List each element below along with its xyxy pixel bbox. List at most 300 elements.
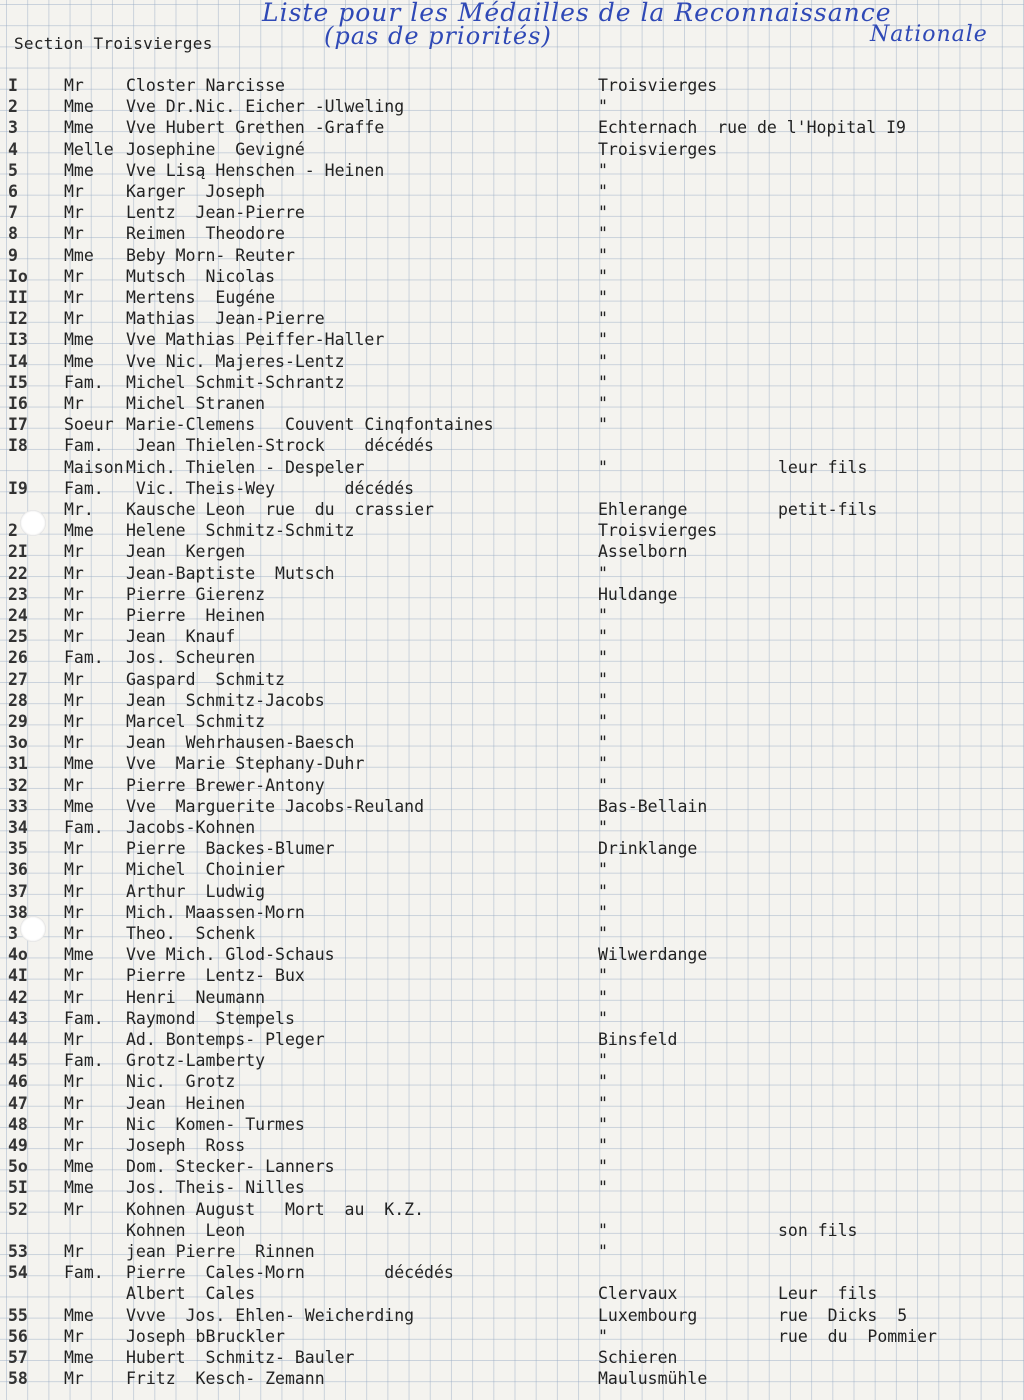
row-place: Wilwerdange <box>598 945 708 965</box>
list-item <box>0 521 1024 543</box>
row-title: Mme <box>64 1157 94 1177</box>
list-item <box>0 818 1024 840</box>
row-name: Pierre Heinen <box>126 606 266 625</box>
row-number: I4 <box>8 351 28 371</box>
row-number: 3 <box>8 924 18 943</box>
row-number: 54 <box>8 1263 28 1283</box>
row-number: 35 <box>8 839 28 859</box>
list-item <box>0 118 1024 140</box>
row-name: Michel Choinier <box>126 860 285 880</box>
row-number: 3o <box>8 733 28 753</box>
row-name: Jean Schmitz-Jacobs <box>126 690 325 710</box>
row-place: Ehlerange <box>598 500 688 519</box>
row-place: " <box>598 775 608 795</box>
row-title: Fam. <box>64 436 104 456</box>
row-title: Mme <box>64 245 94 265</box>
row-number: 24 <box>8 606 28 625</box>
row-name: Jean Knauf <box>126 627 236 647</box>
row-name: Mertens Eugéne <box>126 288 276 307</box>
row-number: I9 <box>8 478 28 498</box>
row-title: Fam. <box>64 372 104 392</box>
list-item <box>0 246 1024 268</box>
row-number: 6 <box>8 182 18 201</box>
list-item <box>0 1369 1024 1391</box>
row-title: Mr <box>64 627 84 647</box>
row-place: " <box>598 457 608 477</box>
list-item <box>0 903 1024 925</box>
row-place: " <box>598 372 608 392</box>
row-title: Mme <box>64 1348 94 1367</box>
row-place: " <box>598 606 608 625</box>
row-name: Kausche Leon rue du crassier <box>126 500 434 519</box>
list-item <box>0 373 1024 395</box>
row-name: jean Pierre Rinnen <box>126 1242 315 1261</box>
row-note: rue du Pommier <box>778 1326 937 1346</box>
row-name: Pierre Lentz- Bux <box>126 966 305 986</box>
row-name: Arthur Ludwig <box>126 881 266 901</box>
list-item <box>0 436 1024 458</box>
row-title: Mr <box>64 1136 84 1155</box>
row-title: Mr <box>64 1093 84 1113</box>
row-name: Jean-Baptiste Mutsch <box>126 563 335 583</box>
row-title: Mme <box>64 330 94 350</box>
row-note: son fils <box>778 1220 858 1240</box>
list-item <box>0 1221 1024 1243</box>
row-place: " <box>598 627 608 647</box>
row-name: Mich. Maassen-Morn <box>126 902 305 922</box>
list-item <box>0 860 1024 882</box>
row-place: " <box>598 733 608 753</box>
row-name: Reimen Theodore <box>126 224 285 244</box>
row-number: I6 <box>8 394 28 413</box>
row-number: 5o <box>8 1157 28 1177</box>
row-number: 8 <box>8 224 18 244</box>
list-item <box>0 415 1024 437</box>
row-title: Maison <box>64 457 124 477</box>
row-number: 3 <box>8 118 18 138</box>
row-place: " <box>598 351 608 371</box>
list-item <box>0 1094 1024 1116</box>
row-place: " <box>598 288 608 307</box>
row-name: Vve Marguerite Jacobs-Reuland <box>126 796 425 816</box>
list-item <box>0 966 1024 988</box>
row-title: Mr <box>64 1242 84 1261</box>
row-number: 23 <box>8 584 28 604</box>
row-place: " <box>598 266 608 286</box>
row-place: " <box>598 669 608 689</box>
row-place: " <box>598 860 608 880</box>
list-item <box>0 1051 1024 1073</box>
row-note: petit-fils <box>778 500 878 519</box>
row-name: Karger Joseph <box>126 182 266 201</box>
row-number: I <box>8 76 18 95</box>
row-number: 2I <box>8 542 28 562</box>
row-place: Maulusmühle <box>598 1369 708 1389</box>
list-item <box>0 585 1024 607</box>
row-number: 58 <box>8 1369 28 1389</box>
row-name: Vic. Theis-Wey décédés <box>126 478 415 498</box>
row-place: " <box>598 966 608 986</box>
list-item <box>0 97 1024 119</box>
row-name: Jean Kergen <box>126 542 246 562</box>
row-name: Jean Wehrhausen-Baesch <box>126 733 355 753</box>
row-title: Fam. <box>64 1263 104 1283</box>
row-number: 4 <box>8 139 18 159</box>
row-title: Mr <box>64 881 84 901</box>
row-number: 36 <box>8 860 28 880</box>
list-item <box>0 1306 1024 1328</box>
row-place: Drinklange <box>598 839 698 859</box>
handwritten-nationale: Nationale <box>870 22 988 47</box>
row-title: Mr <box>64 669 84 689</box>
list-item <box>0 924 1024 946</box>
list-item <box>0 182 1024 204</box>
row-number: I8 <box>8 436 28 456</box>
section-label: Section Troisvierges <box>14 34 213 53</box>
row-place: Schieren <box>598 1348 678 1367</box>
row-name: Mutsch Nicolas <box>126 266 276 286</box>
row-number: 47 <box>8 1093 28 1113</box>
row-title: Mr <box>64 224 84 244</box>
list-item <box>0 140 1024 162</box>
row-title: Mr <box>64 1369 84 1389</box>
row-name: Raymond Stempels <box>126 1008 295 1028</box>
list-item <box>0 1136 1024 1158</box>
row-note: Leur fils <box>778 1284 878 1304</box>
row-number: 4I <box>8 966 28 986</box>
row-number: 5I <box>8 1178 28 1198</box>
list-item <box>0 1284 1024 1306</box>
row-name: Pierre Cales-Morn décédés <box>126 1263 454 1283</box>
row-place: " <box>598 712 608 731</box>
row-place: Huldange <box>598 584 678 604</box>
row-number: I2 <box>8 309 28 329</box>
row-number: 48 <box>8 1114 28 1134</box>
row-name: Kohnen Leon <box>126 1220 246 1240</box>
list-item <box>0 542 1024 564</box>
row-name: Ad. Bontemps- Pleger <box>126 1030 325 1049</box>
row-title: Mme <box>64 754 94 774</box>
row-number: 46 <box>8 1072 28 1092</box>
row-place: " <box>598 754 608 774</box>
list-item <box>0 352 1024 374</box>
row-title: Mme <box>64 1305 94 1325</box>
row-place: " <box>598 203 608 223</box>
row-name: Nic. Grotz <box>126 1072 236 1092</box>
list-item <box>0 288 1024 310</box>
row-title: Fam. <box>64 818 104 837</box>
row-name: Jean Thielen-Strock décédés <box>126 436 434 456</box>
row-title: Mme <box>64 118 94 138</box>
row-name: Pierre Brewer-Antony <box>126 775 325 795</box>
row-name: Theo. Schenk <box>126 924 256 943</box>
row-place: Bas-Bellain <box>598 796 708 816</box>
row-number: I3 <box>8 330 28 350</box>
row-title: Mme <box>64 351 94 371</box>
medal-list <box>0 76 1024 1400</box>
row-place: " <box>598 1051 608 1071</box>
row-number: 37 <box>8 881 28 901</box>
row-name: Albert Cales <box>126 1284 256 1304</box>
list-item <box>0 882 1024 904</box>
row-place: " <box>598 987 608 1007</box>
row-name: Jos. Scheuren <box>126 648 256 668</box>
row-name: Vve Dr.Nic. Eicher -Ulweling <box>126 97 405 117</box>
row-title: Soeur <box>64 415 114 435</box>
row-place: " <box>598 1220 608 1240</box>
row-title: Mme <box>64 945 94 965</box>
row-place: " <box>598 648 608 668</box>
row-number: 57 <box>8 1348 28 1367</box>
row-place: Luxembourg <box>598 1305 698 1325</box>
row-title: Mr <box>64 1114 84 1134</box>
row-name: Joseph Ross <box>126 1136 246 1155</box>
row-place: " <box>598 563 608 583</box>
row-name: Nic Komen- Turmes <box>126 1114 305 1134</box>
row-title: Mr <box>64 182 84 201</box>
row-title: Fam. <box>64 648 104 668</box>
row-name: Jos. Theis- Nilles <box>126 1178 305 1198</box>
list-item <box>0 564 1024 586</box>
list-item <box>0 1327 1024 1349</box>
row-number: 9 <box>8 245 18 265</box>
row-title: Mr <box>64 987 84 1007</box>
row-name: Henri Neumann <box>126 987 266 1007</box>
row-name: Fritz Kesch- Zemann <box>126 1369 325 1389</box>
row-name: Vve Lisą Henschen - Heinen <box>126 160 385 180</box>
row-number: I5 <box>8 372 28 392</box>
row-place: " <box>598 902 608 922</box>
row-name: Beby Morn- Reuter <box>126 245 295 265</box>
row-number: II <box>8 288 28 307</box>
row-title: Mr <box>64 542 84 562</box>
row-name: Dom. Stecker- Lanners <box>126 1157 335 1177</box>
list-item <box>0 627 1024 649</box>
row-place: Binsfeld <box>598 1030 678 1049</box>
row-number: 5 <box>8 160 18 180</box>
row-number: 26 <box>8 648 28 668</box>
row-place: " <box>598 924 608 943</box>
row-title: Mr <box>64 924 84 943</box>
row-title: Mr <box>64 563 84 583</box>
row-number: 55 <box>8 1305 28 1325</box>
row-name: Marcel Schmitz <box>126 712 266 731</box>
row-name: Jacobs-Kohnen <box>126 818 256 837</box>
row-number: 31 <box>8 754 28 774</box>
row-title: Mr <box>64 309 84 329</box>
row-place: " <box>598 415 608 435</box>
row-place: " <box>598 245 608 265</box>
list-item <box>0 1263 1024 1285</box>
row-name: Marie-Clemens Couvent Cinqfontaines <box>126 415 494 435</box>
row-title: Mr <box>64 1326 84 1346</box>
row-number: I7 <box>8 415 28 435</box>
row-number: 28 <box>8 690 28 710</box>
row-number: 45 <box>8 1051 28 1071</box>
list-item <box>0 1242 1024 1264</box>
list-item <box>0 224 1024 246</box>
row-title: Mr <box>64 606 84 625</box>
list-item <box>0 267 1024 289</box>
handwritten-title: Liste pour les Médailles de la Reconnaissance <box>262 0 892 27</box>
row-title: Fam. <box>64 1051 104 1071</box>
row-title: Mr <box>64 584 84 604</box>
row-place: " <box>598 182 608 201</box>
row-note: rue Dicks 5 <box>778 1305 908 1325</box>
row-title: Mr <box>64 966 84 986</box>
row-place: " <box>598 1326 608 1346</box>
row-name: Vve Hubert Grethen -Graffe <box>126 118 385 138</box>
row-number: 44 <box>8 1030 28 1049</box>
row-name: Kohnen August Mort au K.Z. <box>126 1199 425 1219</box>
row-place: Troisvierges <box>598 139 718 159</box>
row-name: Helene Schmitz-Schmitz <box>126 521 355 541</box>
list-item <box>0 670 1024 692</box>
row-title: Mr <box>64 712 84 731</box>
row-number: 32 <box>8 775 28 795</box>
row-place: " <box>598 1178 608 1198</box>
row-place: " <box>598 160 608 180</box>
list-item <box>0 776 1024 798</box>
row-name: Grotz-Lamberty <box>126 1051 266 1071</box>
row-place: " <box>598 1008 608 1028</box>
row-number: 43 <box>8 1008 28 1028</box>
row-title: Mr. <box>64 500 94 519</box>
list-item <box>0 458 1024 480</box>
list-item <box>0 648 1024 670</box>
list-item <box>0 1115 1024 1137</box>
row-name: Vve Mathias Peiffer-Haller <box>126 330 385 350</box>
row-place: " <box>598 224 608 244</box>
list-item <box>0 1072 1024 1094</box>
row-title: Mr <box>64 76 84 95</box>
row-title: Mme <box>64 97 94 117</box>
row-name: Vve Nic. Majeres-Lentz <box>126 351 345 371</box>
list-item <box>0 712 1024 734</box>
row-place: " <box>598 97 608 117</box>
list-item <box>0 797 1024 819</box>
row-name: Joseph bBruckler <box>126 1326 285 1346</box>
list-item <box>0 733 1024 755</box>
row-place: " <box>598 1093 608 1113</box>
row-place: " <box>598 1242 608 1261</box>
row-title: Fam. <box>64 478 104 498</box>
row-name: Josephine Gevigné <box>126 139 305 159</box>
row-number: 2 <box>8 97 18 117</box>
row-place: " <box>598 394 608 413</box>
row-number: 34 <box>8 818 28 837</box>
list-item <box>0 500 1024 522</box>
row-place: Troisvierges <box>598 521 718 541</box>
row-place: " <box>598 1072 608 1092</box>
row-place: Clervaux <box>598 1284 678 1304</box>
row-title: Mr <box>64 1030 84 1049</box>
list-item <box>0 479 1024 501</box>
row-number: 25 <box>8 627 28 647</box>
row-title: Mr <box>64 902 84 922</box>
row-name: Lentz Jean-Pierre <box>126 203 305 223</box>
row-name: Vvve Jos. Ehlen- Weicherding <box>126 1305 415 1325</box>
list-item <box>0 394 1024 416</box>
list-item <box>0 1030 1024 1052</box>
list-item <box>0 1178 1024 1200</box>
row-title: Mr <box>64 775 84 795</box>
row-title: Mr <box>64 860 84 880</box>
list-item <box>0 1200 1024 1222</box>
list-item <box>0 1009 1024 1031</box>
row-title: Mr <box>64 266 84 286</box>
list-item <box>0 1348 1024 1370</box>
row-number: 29 <box>8 712 28 731</box>
handwritten-subtitle: (pas de priorités) <box>324 22 552 50</box>
row-place: " <box>598 1157 608 1177</box>
row-number: 27 <box>8 669 28 689</box>
list-item <box>0 988 1024 1010</box>
list-item <box>0 691 1024 713</box>
list-item <box>0 1157 1024 1179</box>
row-place: " <box>598 1136 608 1155</box>
row-name: Vve Mich. Glod-Schaus <box>126 945 335 965</box>
row-title: Mme <box>64 521 94 541</box>
list-item <box>0 606 1024 628</box>
row-number: 22 <box>8 563 28 583</box>
row-name: Michel Stranen <box>126 394 266 413</box>
row-title: Mr <box>64 288 84 307</box>
row-number: 38 <box>8 902 28 922</box>
row-title: Mr <box>64 690 84 710</box>
row-note: leur fils <box>778 457 868 477</box>
row-number: Io <box>8 266 28 286</box>
row-title: Mme <box>64 160 94 180</box>
row-number: 53 <box>8 1242 28 1261</box>
list-item <box>0 330 1024 352</box>
row-number: 49 <box>8 1136 28 1155</box>
row-number: 7 <box>8 203 18 223</box>
row-title: Mr <box>64 1199 84 1219</box>
row-name: Pierre Gierenz <box>126 584 266 604</box>
list-item <box>0 203 1024 225</box>
row-place: " <box>598 818 608 837</box>
row-title: Mme <box>64 1178 94 1198</box>
row-place: " <box>598 690 608 710</box>
row-name: Michel Schmit-Schrantz <box>126 372 345 392</box>
list-item <box>0 945 1024 967</box>
row-place: " <box>598 881 608 901</box>
row-place: Asselborn <box>598 542 688 562</box>
row-title: Melle <box>64 139 114 159</box>
row-number: 4o <box>8 945 28 965</box>
list-item <box>0 76 1024 98</box>
row-name: Hubert Schmitz- Bauler <box>126 1348 355 1367</box>
row-number: 52 <box>8 1199 28 1219</box>
row-title: Mme <box>64 796 94 816</box>
list-item <box>0 754 1024 776</box>
row-place: Echternach rue de l'Hopital I9 <box>598 118 906 138</box>
row-name: Mathias Jean-Pierre <box>126 309 325 329</box>
list-item <box>0 161 1024 183</box>
row-name: Vve Marie Stephany-Duhr <box>126 754 365 774</box>
row-title: Mr <box>64 1072 84 1092</box>
row-number: 33 <box>8 796 28 816</box>
row-name: Jean Heinen <box>126 1093 246 1113</box>
row-number: 42 <box>8 987 28 1007</box>
row-number: 2 <box>8 521 18 541</box>
row-title: Fam. <box>64 1008 104 1028</box>
list-item <box>0 309 1024 331</box>
row-title: Mr <box>64 394 84 413</box>
row-number: 56 <box>8 1326 28 1346</box>
row-place: Troisvierges <box>598 76 718 95</box>
